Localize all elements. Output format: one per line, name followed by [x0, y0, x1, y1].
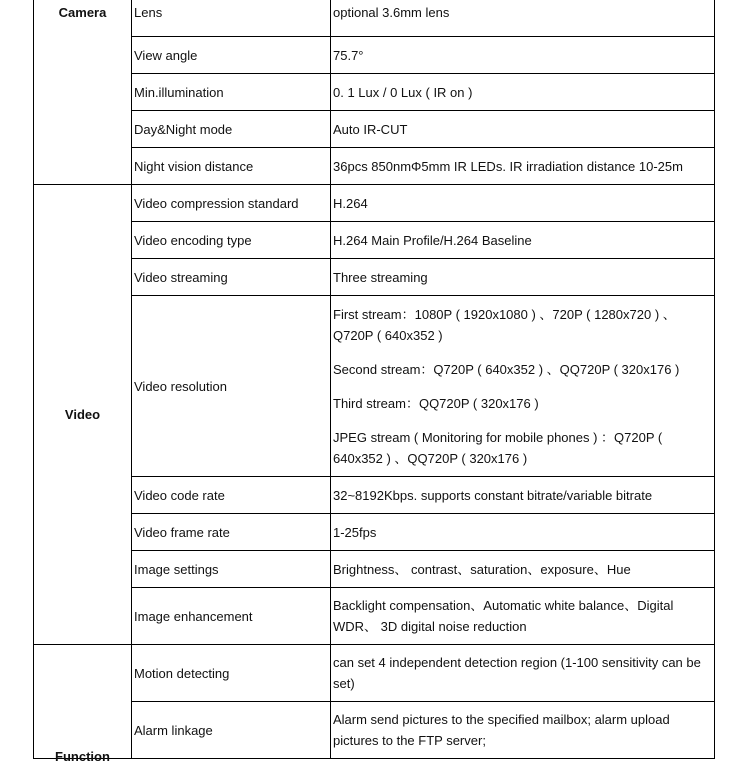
section-label-camera: Camera [34, 0, 132, 185]
spec-value: 32~8192Kbps. supports constant bitrate/variable bitrate [331, 477, 715, 514]
spec-label: Night vision distance [132, 148, 331, 185]
table-row [34, 74, 715, 111]
spec-value: Auto IR-CUT [331, 111, 715, 148]
spec-label: Video streaming [132, 259, 331, 296]
spec-label: Video frame rate [132, 514, 331, 551]
spec-value: H.264 Main Profile/H.264 Baseline [331, 222, 715, 259]
resolution-line: Third stream：QQ720P ( 320x176 ) [333, 395, 539, 411]
table-row [34, 588, 715, 645]
section-label-function: Function [34, 645, 132, 759]
resolution-line: JPEG stream ( Monitoring for mobile phones ) ：Q720P ( 640x352 ) 、QQ720P ( 320x176 ) [333, 429, 663, 466]
spec-value-multi [331, 296, 715, 477]
spec-value: 36pcs 850nmΦ5mm IR LEDs. IR irradiation distance 10-25m [331, 148, 715, 185]
table-row [34, 477, 715, 514]
spec-value: Backlight compensation、Automatic white balance、Digital WDR、 3D digital noise reduction [331, 588, 715, 645]
table-row [34, 645, 715, 702]
spec-label: Video code rate [132, 477, 331, 514]
table-row [34, 185, 715, 222]
spec-label: Min.illumination [132, 74, 331, 111]
spec-value: 75.7° [331, 37, 715, 74]
spec-label: Video resolution [132, 296, 331, 477]
table-row [34, 37, 715, 74]
spec-label: Video compression standard [132, 185, 331, 222]
table-row [34, 0, 715, 37]
table-row [34, 296, 715, 477]
resolution-line: First stream：1080P ( 1920x1080 ) 、720P ( 1280x720 ) 、Q720P ( 640x352 ) [333, 306, 676, 343]
table-row [34, 259, 715, 296]
spec-label: Alarm linkage [132, 702, 331, 759]
spec-value: H.264 [331, 185, 715, 222]
spec-table [33, 0, 715, 764]
spec-label: Day&Night mode [132, 111, 331, 148]
spec-value: optional 3.6mm lens [331, 0, 715, 37]
table-row [34, 111, 715, 148]
spec-label: View angle [132, 37, 331, 74]
spec-label: Image settings [132, 551, 331, 588]
spec-value: 1-25fps [331, 514, 715, 551]
spec-label: Image enhancement [132, 588, 331, 645]
table-row [34, 148, 715, 185]
section-label-video: Video [34, 185, 132, 645]
spec-label: Lens [132, 0, 331, 37]
spec-value: Brightness、 contrast、saturation、exposure、Hue [331, 551, 715, 588]
spec-value: Alarm send pictures to the specified mailbox; alarm upload pictures to the FTP server; [331, 702, 715, 759]
resolution-line: Second stream：Q720P ( 640x352 ) 、QQ720P ( 320x176 ) [333, 361, 680, 377]
spec-label: Motion detecting [132, 645, 331, 702]
table-row [34, 514, 715, 551]
table-row [34, 551, 715, 588]
table-row [34, 222, 715, 259]
spec-label: Video encoding type [132, 222, 331, 259]
spec-value: 0. 1 Lux / 0 Lux ( IR on ) [331, 74, 715, 111]
spec-value: can set 4 independent detection region (1-100 sensitivity can be set) [331, 645, 715, 702]
spec-value: Three streaming [331, 259, 715, 296]
